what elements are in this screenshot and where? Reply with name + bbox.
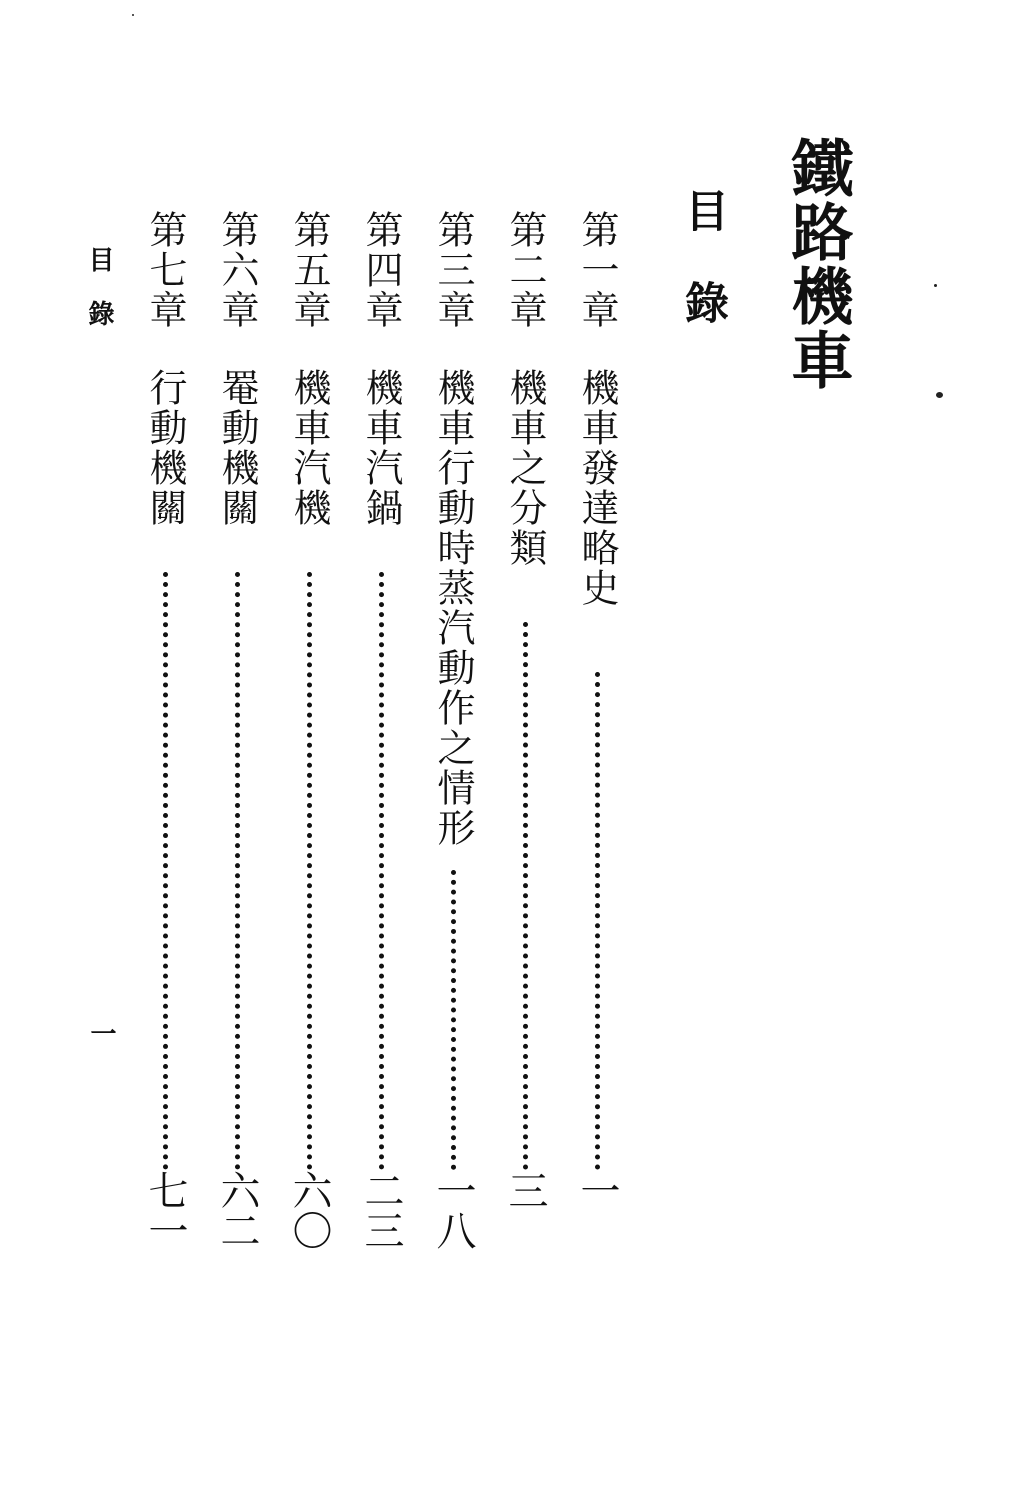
dot-leader xyxy=(595,672,600,1170)
toc-entry-chapter-1[interactable] xyxy=(572,210,622,1330)
chapter-label: 第四章 xyxy=(359,210,403,330)
chapter-title: 機車汽鍋 xyxy=(359,368,403,528)
folio-page-number: 一 xyxy=(86,1020,116,1046)
toc-entry-chapter-5[interactable] xyxy=(284,210,334,1330)
dot-leader xyxy=(451,870,456,1170)
ink-speck xyxy=(936,392,943,398)
ink-speck xyxy=(132,14,134,16)
toc-entry-chapter-4[interactable] xyxy=(356,210,406,1330)
chapter-label: 第六章 xyxy=(215,210,259,330)
chapter-title: 罨動機關 xyxy=(215,368,259,528)
dot-leader xyxy=(379,572,384,1170)
running-head: 目錄 xyxy=(84,246,114,354)
chapter-title: 機車發達略史 xyxy=(575,368,619,608)
chapter-page-number: 六二 xyxy=(214,1170,260,1250)
chapter-title: 機車之分類 xyxy=(503,368,547,568)
chapter-page-number: 七一 xyxy=(142,1170,188,1250)
chapter-page-number: 六〇 xyxy=(286,1170,332,1250)
ink-speck xyxy=(934,284,937,287)
dot-leader xyxy=(523,622,528,1170)
toc-entry-chapter-6[interactable] xyxy=(212,210,262,1330)
chapter-label: 第五章 xyxy=(287,210,331,330)
chapter-label: 第一章 xyxy=(575,210,619,330)
chapter-page-number: 一 xyxy=(574,1170,620,1210)
dot-leader xyxy=(307,572,312,1170)
chapter-title: 行動機關 xyxy=(143,368,187,528)
chapter-page-number: 一八 xyxy=(430,1170,476,1250)
chapter-title: 機車汽機 xyxy=(287,368,331,528)
book-title: 鐵路機車 xyxy=(781,136,854,392)
chapter-page-number: 三 xyxy=(502,1170,548,1210)
chapter-title: 機車行動時蒸汽動作之情形 xyxy=(431,368,475,848)
toc-entry-chapter-7[interactable] xyxy=(140,210,190,1330)
chapter-label: 第七章 xyxy=(143,210,187,330)
dot-leader xyxy=(235,572,240,1170)
chapter-label: 第二章 xyxy=(503,210,547,330)
toc-entry-chapter-3[interactable] xyxy=(428,210,478,1330)
chapter-page-number: 二三 xyxy=(358,1170,404,1250)
toc-entry-chapter-2[interactable] xyxy=(500,210,550,1330)
dot-leader xyxy=(163,572,168,1170)
toc-heading: 目錄 xyxy=(677,188,728,372)
chapter-label: 第三章 xyxy=(431,210,475,330)
